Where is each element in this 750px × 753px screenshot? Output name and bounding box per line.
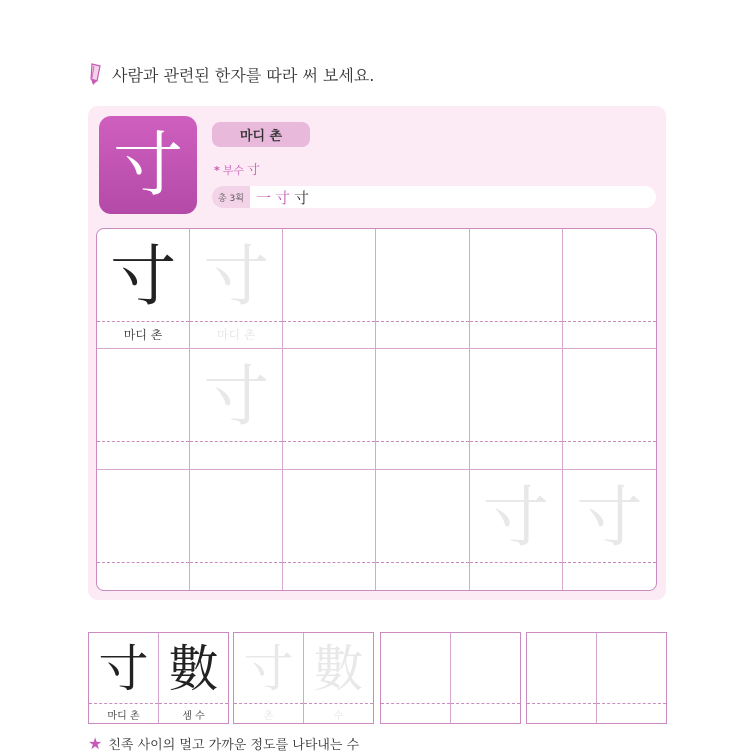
stroke-step-1: 一 [255,188,271,207]
model-character: 寸 [98,640,149,698]
practice-cell[interactable] [283,470,376,590]
practice-cell[interactable] [97,349,190,469]
word-box [526,632,667,724]
model-character: 數 [168,640,219,698]
cell-reading-label: 마디 촌 [216,328,256,342]
practice-cell[interactable] [563,229,656,349]
star-icon: ★ [88,733,103,753]
stroke-order-row [212,186,656,208]
guide-line [376,321,468,322]
word-cell[interactable] [451,633,520,723]
asterisk-icon: * [214,164,220,177]
practice-cell[interactable] [563,349,656,469]
guide-line [89,703,158,704]
stroke-step-2: 寸 [275,188,291,207]
guide-line [159,703,228,704]
guide-line [283,562,375,563]
practice-cell[interactable] [190,229,283,349]
stroke-count: 총 3획 [212,186,250,208]
guide-line [527,703,596,704]
trace-character: 寸 [243,640,294,698]
guide-line [597,703,666,704]
guide-line [470,321,562,322]
word-meaning-row [88,734,359,753]
guide-line [97,441,189,442]
pencil-icon [88,62,104,86]
cell-reading-label: 촌 [263,711,274,722]
trace-character: 寸 [576,478,643,556]
word-cell[interactable] [159,633,228,723]
guide-line [234,703,303,704]
guide-line [97,562,189,563]
guide-line [97,321,189,322]
trace-character: 寸 [203,358,270,436]
guide-line [563,441,656,442]
reading-pill [212,122,310,147]
trace-character: 寸 [482,478,549,556]
radical-character: 寸 [247,163,261,178]
word-cell[interactable] [304,633,373,723]
guide-line [190,321,282,322]
cell-reading-label: 수 [333,711,344,722]
word-box [233,632,374,724]
reading-text: 마디 촌 [239,129,283,144]
practice-cell[interactable] [283,229,376,349]
word-box [88,632,229,724]
guide-line [381,703,450,704]
practice-grid [96,228,657,591]
practice-cell[interactable] [97,229,190,349]
cell-reading-label: 마디 촌 [123,328,163,342]
word-cell[interactable] [234,633,304,723]
practice-cell[interactable] [283,349,376,469]
cell-reading-label: 셈 수 [182,711,205,722]
word-cell[interactable] [597,633,666,723]
guide-line [190,441,282,442]
model-character: 寸 [110,238,177,315]
radical-info [214,159,260,178]
word-box [380,632,521,724]
guide-line [283,321,375,322]
word-meaning-text: 친족 사이의 멀고 가까운 정도를 나타내는 수 [108,738,360,753]
guide-line [376,441,468,442]
guide-line [563,321,656,322]
guide-line [304,703,373,704]
practice-cell[interactable] [470,229,563,349]
practice-cell[interactable] [563,470,656,590]
practice-cell[interactable] [470,470,563,590]
instruction-row [88,62,374,86]
practice-cell[interactable] [376,470,469,590]
practice-cell[interactable] [190,349,283,469]
guide-line [190,562,282,563]
practice-cell[interactable] [470,349,563,469]
word-cell[interactable] [89,633,159,723]
cell-reading-label: 마디 촌 [107,711,140,722]
guide-line [283,441,375,442]
word-cell[interactable] [527,633,597,723]
practice-cell[interactable] [376,229,469,349]
guide-line [470,562,562,563]
stroke-step-3: 寸 [294,188,310,207]
guide-line [451,703,520,704]
practice-cell[interactable] [376,349,469,469]
hanja-character: 寸 [113,124,183,206]
practice-cell[interactable] [190,470,283,590]
word-cell[interactable] [381,633,451,723]
radical-label: 부수 [222,164,245,177]
trace-character: 寸 [203,238,270,315]
instruction-text: 사람과 관련된 한자를 따라 써 보세요. [112,65,375,85]
guide-line [470,441,562,442]
guide-line [563,562,656,563]
practice-cell[interactable] [97,470,190,590]
trace-character: 數 [313,640,364,698]
hanja-tile [99,116,197,214]
guide-line [376,562,468,563]
stroke-sequence [256,187,309,208]
